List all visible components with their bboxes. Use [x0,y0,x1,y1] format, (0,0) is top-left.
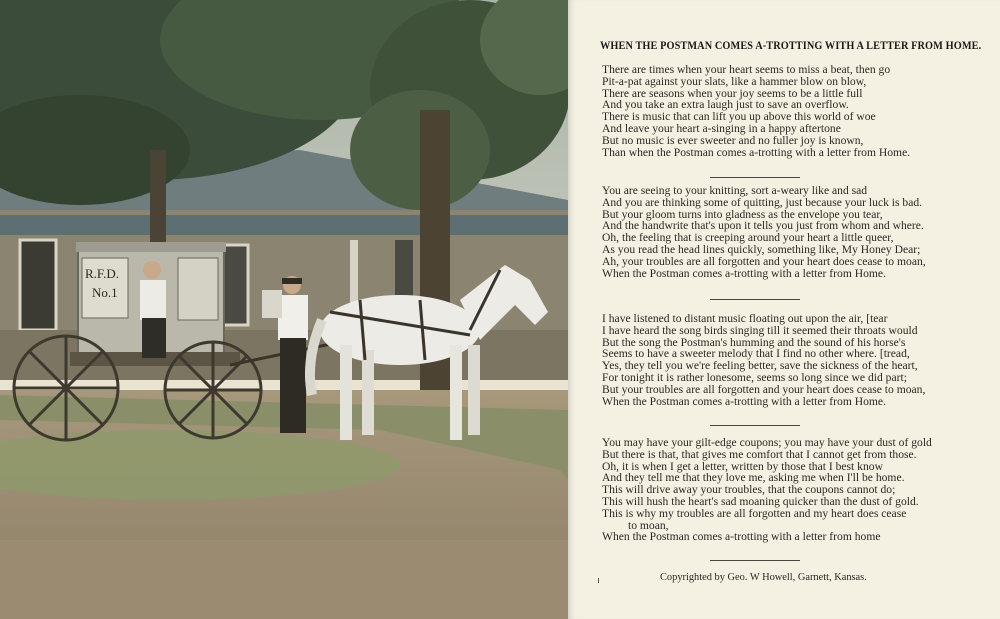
poem-line: Oh, it is when I get a letter, written by those that I best know [602,459,883,473]
poem-line: You may have your gilt-edge coupons; you may have your dust of gold [602,436,932,449]
poem-panel [568,0,1000,619]
poem-line: And leave your heart a-singing in a happy aftertone [602,121,841,135]
poem-line: For tonight it is rather lonesome, seems so long since we did part; [602,370,907,384]
poem-line: And you are thinking some of quitting, just because your luck is bad. [602,195,923,209]
poem-line: And the handwrite that's upon it tells you just from whom and where. [602,219,924,233]
poem-line: This will hush the heart's sad moaning quicker than the dust of gold. [602,494,919,508]
poem-line: But your gloom turns into gladness as the envelope you tear, [602,207,883,221]
stanza-divider [710,425,800,426]
poem-line: But there is that, that gives me comfort that I cannot get from those. [602,447,917,461]
poem-line: This is why my troubles are all forgotten and my heart does cease [602,506,907,520]
poem-line: Oh, the feeling that is creeping around your heart a little queer, [602,231,894,245]
poem-line: And you take an extra laugh just to save an overflow. [602,98,849,112]
poem-line: As you read the head lines quickly, something like, My Honey Dear; [602,242,921,256]
wagon-wheel-right [165,342,261,438]
stanza-divider [710,177,800,178]
poem-line: I have listened to distant music floating out upon the air, [tear [602,312,888,325]
poem-line: Pit-a-pat against your slats, like a hammer blow on blow, [602,74,867,88]
poem-line: Yes, they tell you we're feeling better, save the sickness of the heart, [602,359,918,373]
poem-line: I have heard the song birds singing till it seemed their throats would [602,323,918,337]
wagon-wheel-left [14,336,118,440]
rfd-sign-line2: No.1 [92,285,118,300]
poem-line: When the Postman comes a-trotting with a letter from Home. [602,266,886,280]
rfd-sign-line1: R.F.D. [85,266,119,281]
poem-line: There are times when your heart seems to miss a beat, then go [602,63,891,76]
poem-line: But the song the Postman's humming and the sound of his horse's [602,335,906,349]
poem-line: Than when the Postman comes a-trotting with a letter from Home. [602,145,911,159]
poem-line: There are seasons when your joy seems to be a little full [602,86,863,100]
copyright-line: Copyrighted by Geo. W Howell, Garnett, Kansas. [660,572,867,583]
stanza-divider [710,560,800,561]
poem-line: There is music that can lift you up above this world of woe [602,110,876,124]
poem-line: to moan, [628,518,669,532]
stanza-divider [710,299,800,300]
poem-line: Ah, your troubles are all forgotten and your heart does cease to moan, [602,254,926,268]
stanza-2 [602,185,1000,279]
stanza-1 [602,64,1000,158]
print-mark [598,578,599,583]
poem-line: When the Postman comes a-trotting with a letter from Home. [602,394,886,408]
poem-line: Seems to have a sweeter melody that I find no other where. [tread, [602,347,910,361]
poem-line: You are seeing to your knitting, sort a-weary like and sad [602,184,868,197]
stanza-4 [602,437,1000,543]
poem-line: This will drive away your troubles, that the coupons cannot do; [602,483,896,497]
poem-line: But no music is ever sweeter and no fuller joy is known, [602,133,864,147]
poem-line: When the Postman comes a-trotting with a letter from home [602,530,881,544]
poem-line: And they tell me that they love me, asking me when I'll be home. [602,471,905,485]
poem-title: WHEN THE POSTMAN COMES A-TROTTING WITH A LETTER FROM HOME. [600,40,982,52]
poem-line: But your troubles are all forgotten and your heart does cease to moan, [602,382,926,396]
stanza-3 [602,313,1000,407]
